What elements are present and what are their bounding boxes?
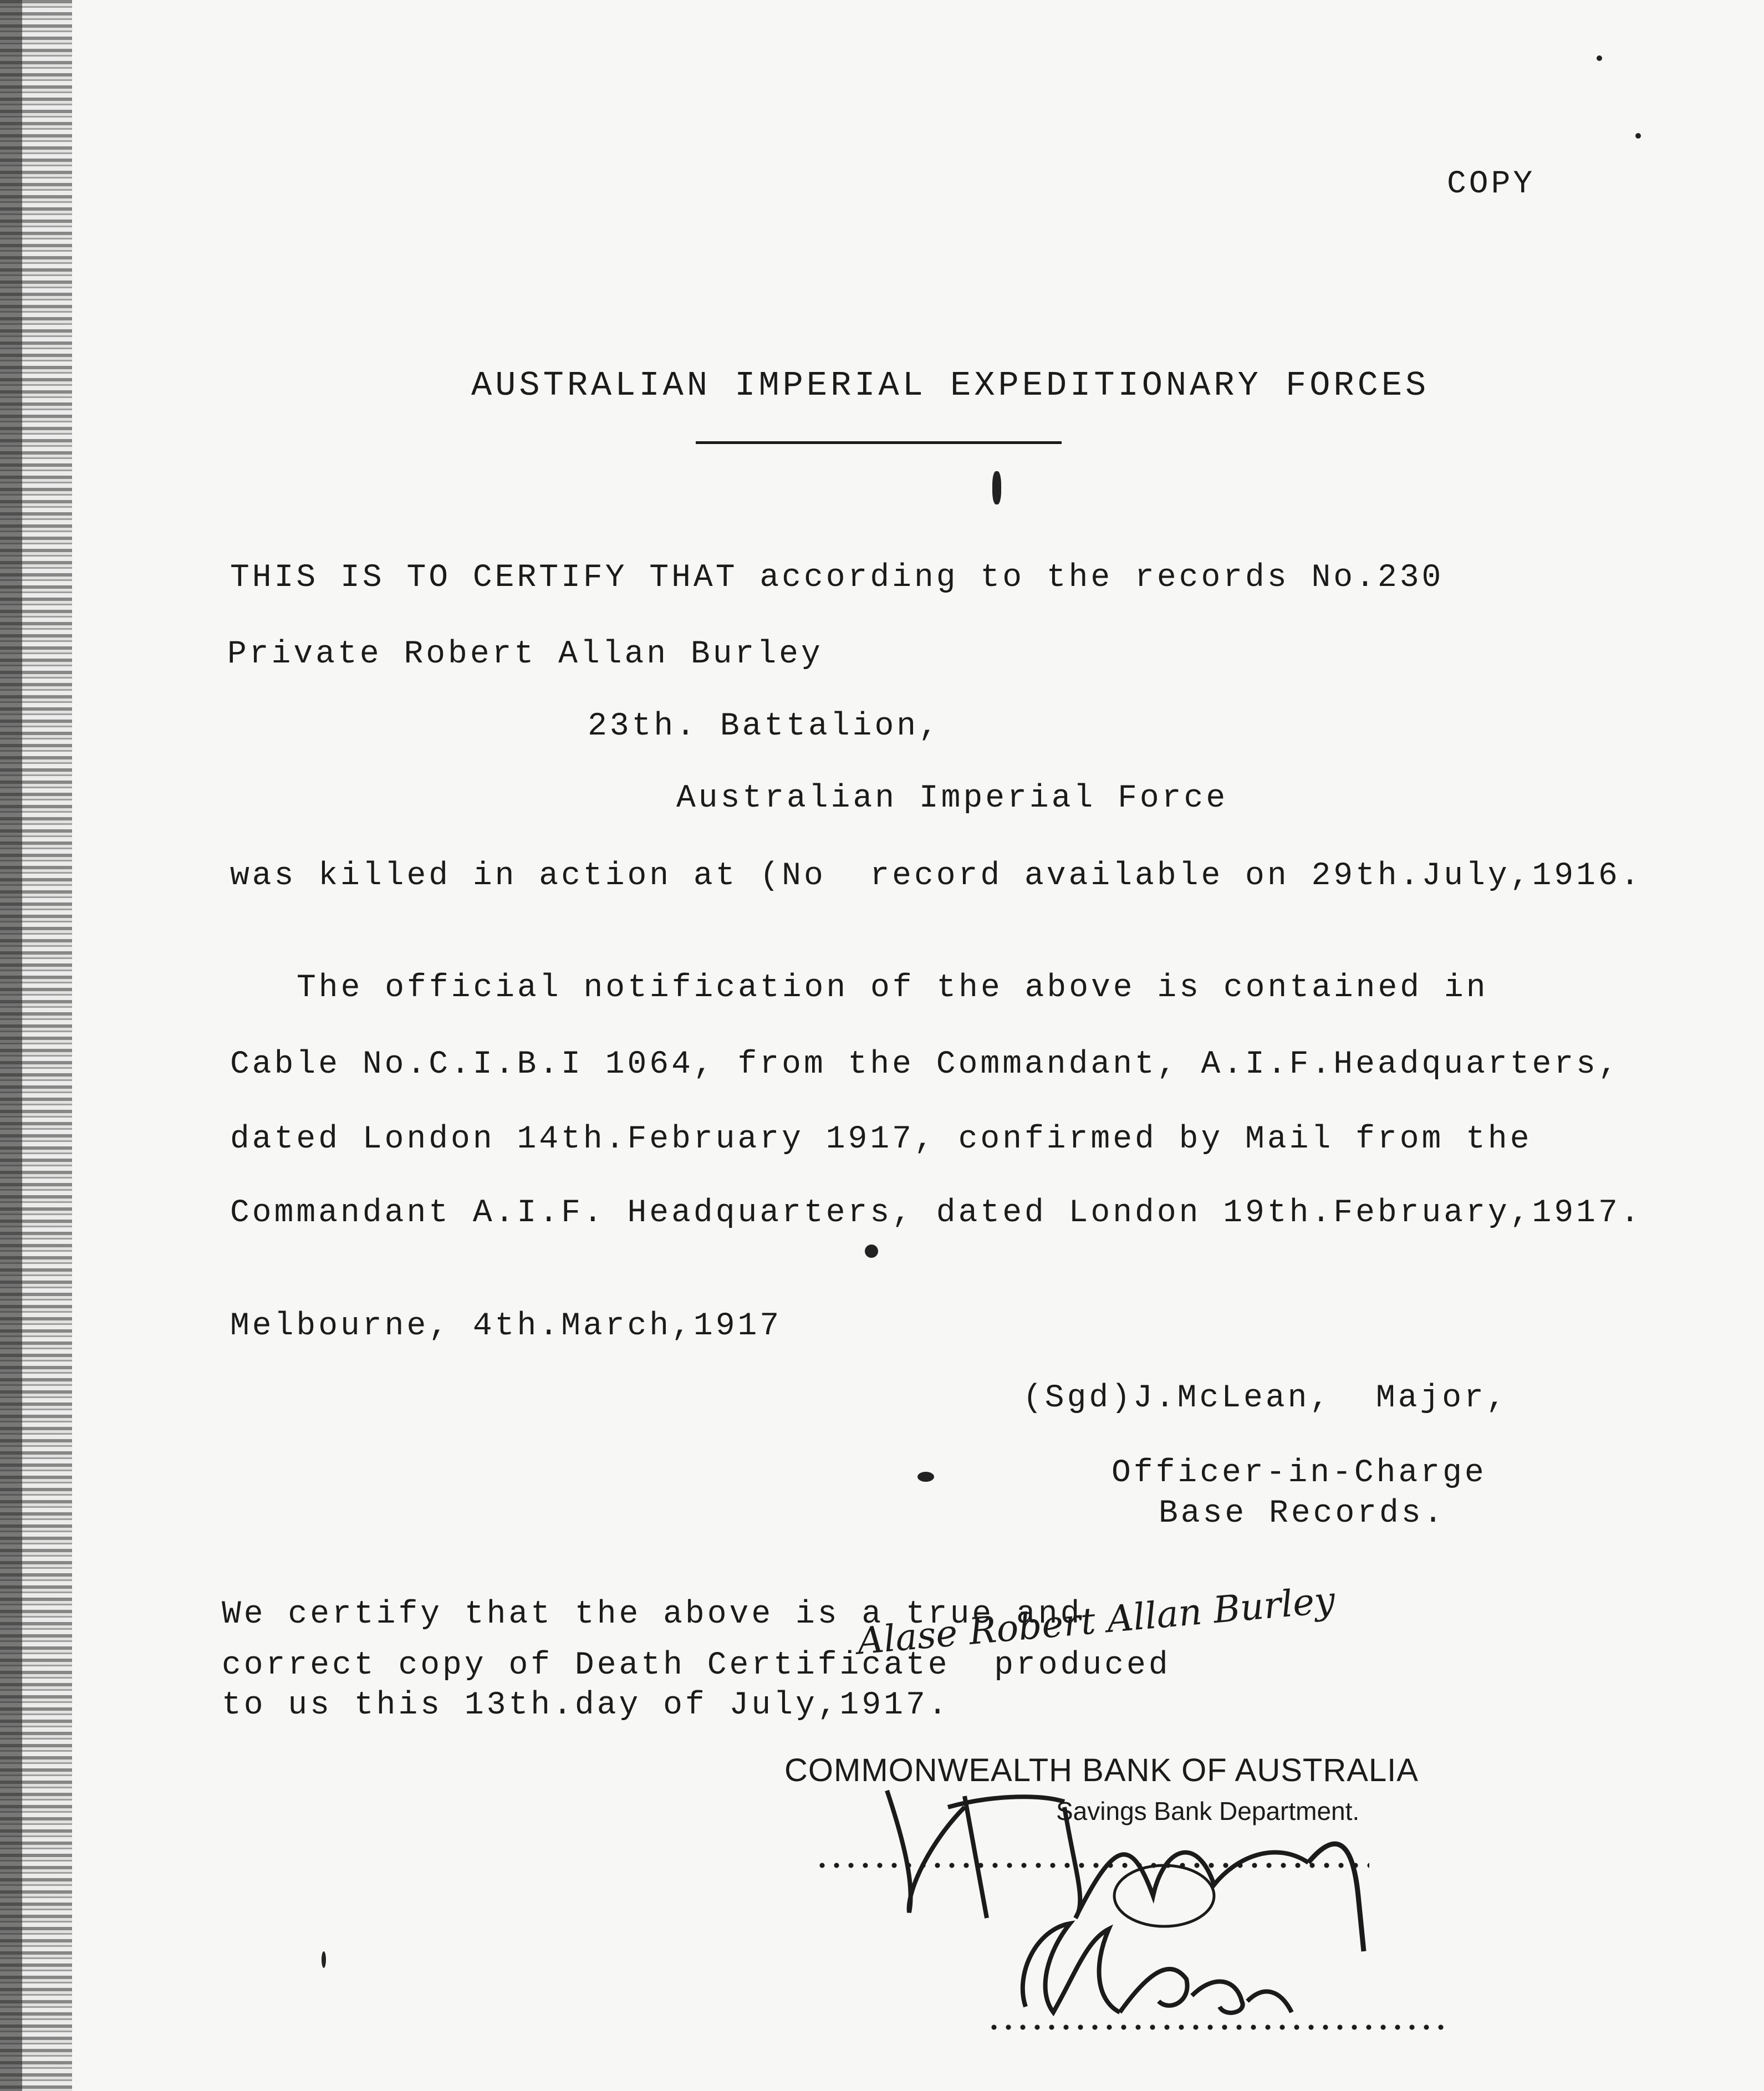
battalion: 23th. Battalion, [588,708,941,744]
handwritten-insert: Alase Robert Allan Burley [855,1578,1337,1663]
scan-speck [1597,55,1602,61]
bank-stamp-department: Savings Bank Department. [1056,1797,1360,1825]
signatory-office: Base Records. [1159,1496,1446,1532]
signatory: (Sgd)J.McLean, Major, [1023,1380,1508,1416]
notification-line-1: The official notification of the above is contained in [297,970,1488,1006]
document-heading: AUSTRALIAN IMPERIAL EXPEDITIONARY FORCES [471,366,1430,405]
handwritten-signature-2 [1003,1907,1303,2034]
notification-line-3: dated London 14th.February 1917, confirmed by Mail from the [230,1121,1532,1157]
force-name: Australian Imperial Force [676,781,1228,817]
place-date: Melbourne, 4th.March,1917 [230,1308,782,1344]
scan-speck [865,1245,878,1258]
copy-mark: COPY [1447,166,1536,202]
soldier-name: Private Robert Allan Burley [227,636,823,672]
notification-line-2: Cable No.C.I.B.I 1064, from the Commandant, A.I.F.Headquarters, [230,1047,1620,1083]
heading-underline [696,441,1062,444]
signatory-title: Officer-in-Charge [1112,1455,1487,1491]
certify-line: THIS IS TO CERTIFY THAT according to the records No.230 [230,560,1444,596]
scan-speck [992,471,1001,504]
certification-line-3: to us this 13th.day of July,1917. [222,1687,950,1723]
scan-edge-dark [0,0,22,2091]
bank-stamp-name: COMMONWEALTH BANK OF AUSTRALIA [784,1752,1419,1788]
scan-speck [322,1951,326,1968]
killed-in-action-line: was killed in action at (No record available on 29th.July,1916. [230,858,1643,894]
notification-line-4: Commandant A.I.F. Headquarters, dated London 19th.February,1917. [230,1195,1643,1231]
scan-speck [917,1472,934,1482]
certification-line-1: We certify that the above is a true and [222,1597,1083,1633]
scan-speck [1635,133,1641,139]
certification-line-2: correct copy of Death Certificate produced [222,1648,1171,1684]
